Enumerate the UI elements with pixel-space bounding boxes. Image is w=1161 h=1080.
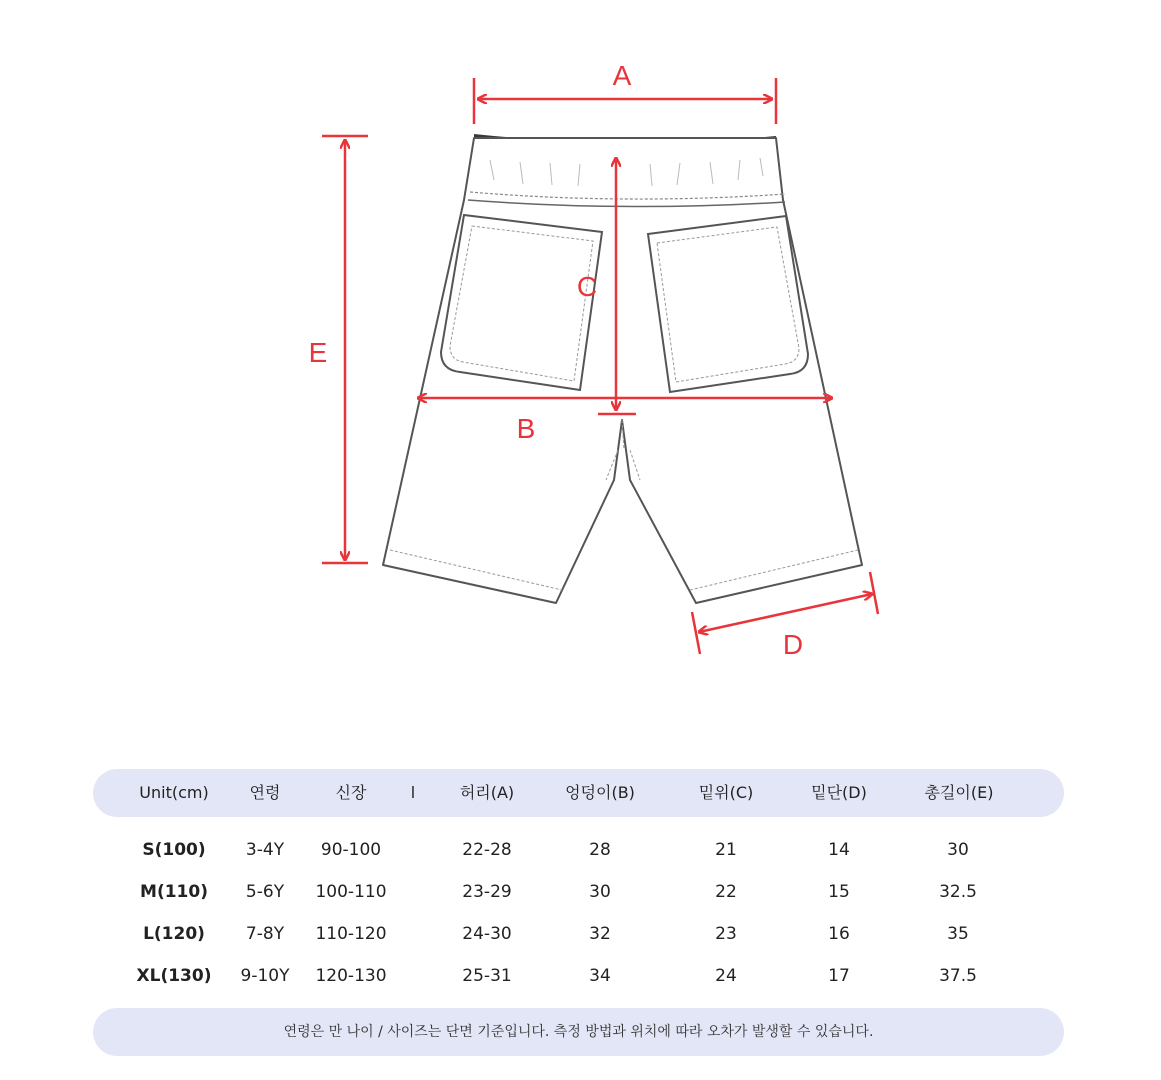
row-hem: 14 <box>828 840 850 860</box>
row-height: 100-110 <box>315 882 387 902</box>
header-height: 신장 <box>335 783 367 802</box>
row-hip: 32 <box>589 924 611 944</box>
row-waist: 23-29 <box>462 882 512 902</box>
header-rise: 밑위(C) <box>698 783 754 802</box>
size-table-header <box>93 769 1064 817</box>
header-divider: l <box>410 783 416 802</box>
row-waist: 22-28 <box>462 840 512 860</box>
row-age: 7-8Y <box>245 924 285 944</box>
label-a: A <box>612 60 632 91</box>
label-d: D <box>782 629 804 660</box>
row-hip: 34 <box>589 966 611 986</box>
row-rise: 21 <box>715 840 737 860</box>
row-waist: 25-31 <box>462 966 512 986</box>
footer-note: 연령은 만 나이 / 사이즈는 단면 기준입니다. 측정 방법과 위치에 따라 오차가 발생할 수 있습니다. <box>93 1008 1064 1056</box>
header-waist: 허리(A) <box>459 783 515 802</box>
row-hip: 28 <box>589 840 611 860</box>
row-length: 37.5 <box>939 966 977 986</box>
row-size: L(120) <box>143 924 205 944</box>
label-c: C <box>576 271 598 302</box>
shorts-illustration <box>383 134 862 603</box>
row-hem: 16 <box>828 924 850 944</box>
header-age: 연령 <box>249 783 281 802</box>
row-size: XL(130) <box>136 966 212 986</box>
row-height: 110-120 <box>315 924 387 944</box>
row-age: 3-4Y <box>245 840 285 860</box>
row-age: 5-6Y <box>245 882 285 902</box>
row-height: 90-100 <box>320 840 382 860</box>
label-b: B <box>516 413 536 444</box>
row-rise: 23 <box>715 924 737 944</box>
row-rise: 22 <box>715 882 737 902</box>
label-e: E <box>308 337 328 368</box>
row-size: S(100) <box>142 840 206 860</box>
header-hem: 밑단(D) <box>811 783 867 802</box>
row-rise: 24 <box>715 966 737 986</box>
row-length: 32.5 <box>939 882 977 902</box>
row-age: 9-10Y <box>240 966 290 986</box>
header-length: 총길이(E) <box>924 783 994 802</box>
row-size: M(110) <box>140 882 208 902</box>
row-waist: 24-30 <box>462 924 512 944</box>
row-hem: 15 <box>828 882 850 902</box>
row-hem: 17 <box>828 966 850 986</box>
row-length: 30 <box>947 840 969 860</box>
header-hip: 엉덩이(B) <box>565 783 635 802</box>
row-height: 120-130 <box>315 966 387 986</box>
header-unit: Unit(cm) <box>139 783 209 802</box>
row-length: 35 <box>947 924 969 944</box>
arrow-d <box>699 594 872 632</box>
row-hip: 30 <box>589 882 611 902</box>
arrow-d-tick-left <box>692 612 700 654</box>
